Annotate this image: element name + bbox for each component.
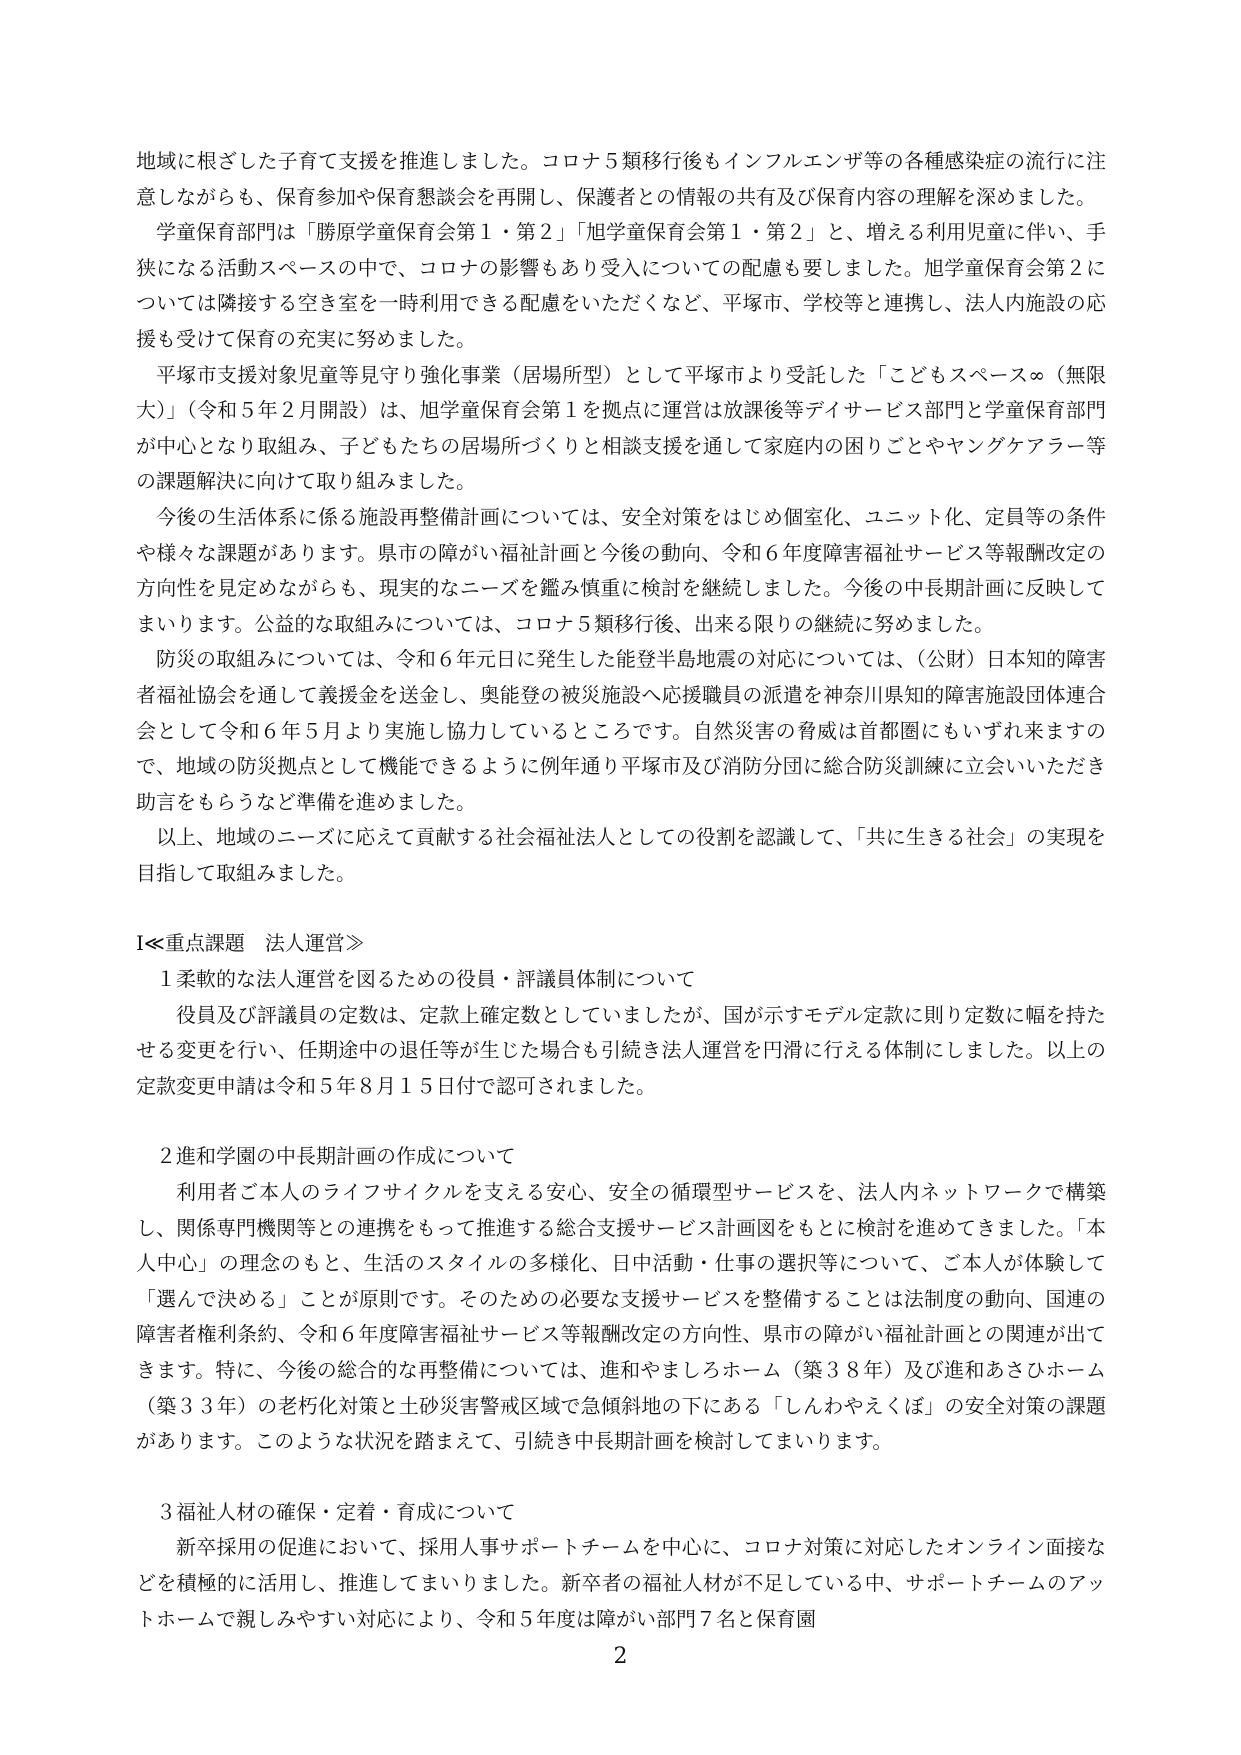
section-title: Ⅰ≪重点課題 法人運営≫	[136, 931, 365, 956]
sub-heading-board: １柔軟的な法人運営を図るための役員・評議員体制について	[156, 967, 696, 992]
sub-body-board: 役員及び評議員の定数は、定款上確定数としていましたが、国が示すモデル定款に則り定数に幅を持たせる変更を行い、任期途中の退任等が生じた場合も引続き法人運営を円滑に行える体制にしました。以上の定款変更申請は令和５年８月１５日付で認可されました。	[136, 1002, 1106, 1098]
sub-body-human-resources: 新卒採用の促進において、採用人事サポートチームを中心に、コロナ対策に対応したオンライン面接などを積極的に活用し、推進してまいりました。新卒者の福祉人材が不足している中、サポートチームのアットホームで親しみやすい対応により、令和５年度は障がい部門７名と保育園	[136, 1535, 1106, 1631]
document-page	[136, 144, 1106, 1637]
paragraph-childcare: 地域に根ざした子育て支援を推進しました。コロナ５類移行後もインフルエンザ等の各種感染症の流行に注意しながらも、保育参加や保育懇談会を再開し、保護者との情報の共有及び保育内容の理解を深めました。	[136, 149, 1106, 209]
sub-body-midterm-plan: 利用者ご本人のライフサイクルを支える安心、安全の循環型サービスを、法人内ネットワークで構築し、関係専門機関等との連携をもって推進する総合支援サービス計画図をもとに検討を進めてきました。「本人中心」の理念のもと、生活のスタイルの多様化、日中活動・仕事の選択等について、ご本人が体験して「選んで決める」ことが原則です。そのための必要な支援サービスを整備することは法制度の動向、国連の障害者権利条約、令和６年度障害福祉サービス等報酬改定の方向性、県市の障がい福祉計画との関連が出てきます。特に、今後の総合的な再整備については、進和やましろホーム（築３８年）及び進和あさひホーム（築３３年）の老朽化対策と土砂災害警戒区域で急傾斜地の下にある「しんわやえくぼ」の安全対策の課題があります。このような状況を踏まえて、引続き中長期計画を検討してまいります。	[136, 1180, 1106, 1454]
paragraph-summary: 以上、地域のニーズに応えて貢献する社会福祉法人としての役割を認識して、「共に生きる社会」の実現を目指して取組みました。	[136, 825, 1106, 885]
page-number: 2	[613, 1644, 628, 1669]
paragraph-children-space: 平塚市支援対象児童等見守り強化事業（居場所型）として平塚市より受託した「こどもスペース∞（無限大）」（令和５年２月開設）は、旭学童保育会第１を拠点に運営は放課後等デイサービス部門と学童保育部門が中心となり取組み、子どもたちの居場所づくりと相談支援を通して家庭内の困りごとやヤングケアラー等の課題解決に向けて取り組みました。	[136, 362, 1106, 494]
paragraph-facility-redevelopment: 今後の生活体系に係る施設再整備計画については、安全対策をはじめ個室化、ユニット化、定員等の条件や様々な課題があります。県市の障がい福祉計画と今後の動向、令和６年度障害福祉サービス等報酬改定の方向性を見定めながらも、現実的なニーズを鑑み慎重に検討を継続しました。今後の中長期計画に反映してまいります。公益的な取組みについては、コロナ５類移行後、出来る限りの継続に努めました。	[136, 504, 1106, 636]
sub-heading-midterm-plan: ２進和学園の中長期計画の作成について	[156, 1144, 516, 1169]
paragraph-disaster-prevention: 防災の取組みについては、令和６年元日に発生した能登半島地震の対応については、（公財）日本知的障害者福祉協会を通して義援金を送金し、奥能登の被災施設へ応援職員の派遣を神奈川県知的障害施設団体連合会として令和６年５月より実施し協力しているところです。自然災害の脅威は首都圏にもいずれ来ますので、地域の防災拠点として機能できるように例年通り平塚市及び消防分団に総合防災訓練に立会いいただき助言をもらうなど準備を進めました。	[136, 647, 1106, 814]
sub-heading-human-resources: ３福祉人材の確保・定着・育成について	[156, 1499, 516, 1524]
paragraph-after-school-care: 学童保育部門は「勝原学童保育会第１・第２」「旭学童保育会第１・第２」と、増える利用児童に伴い、手狭になる活動スペースの中で、コロナの影響もあり受入についての配慮も要しました。旭学童保育会第２については隣接する空き室を一時利用できる配慮をいただくなど、平塚市、学校等と連携し、法人内施設の応援も受けて保育の充実に努めました。	[136, 220, 1106, 351]
